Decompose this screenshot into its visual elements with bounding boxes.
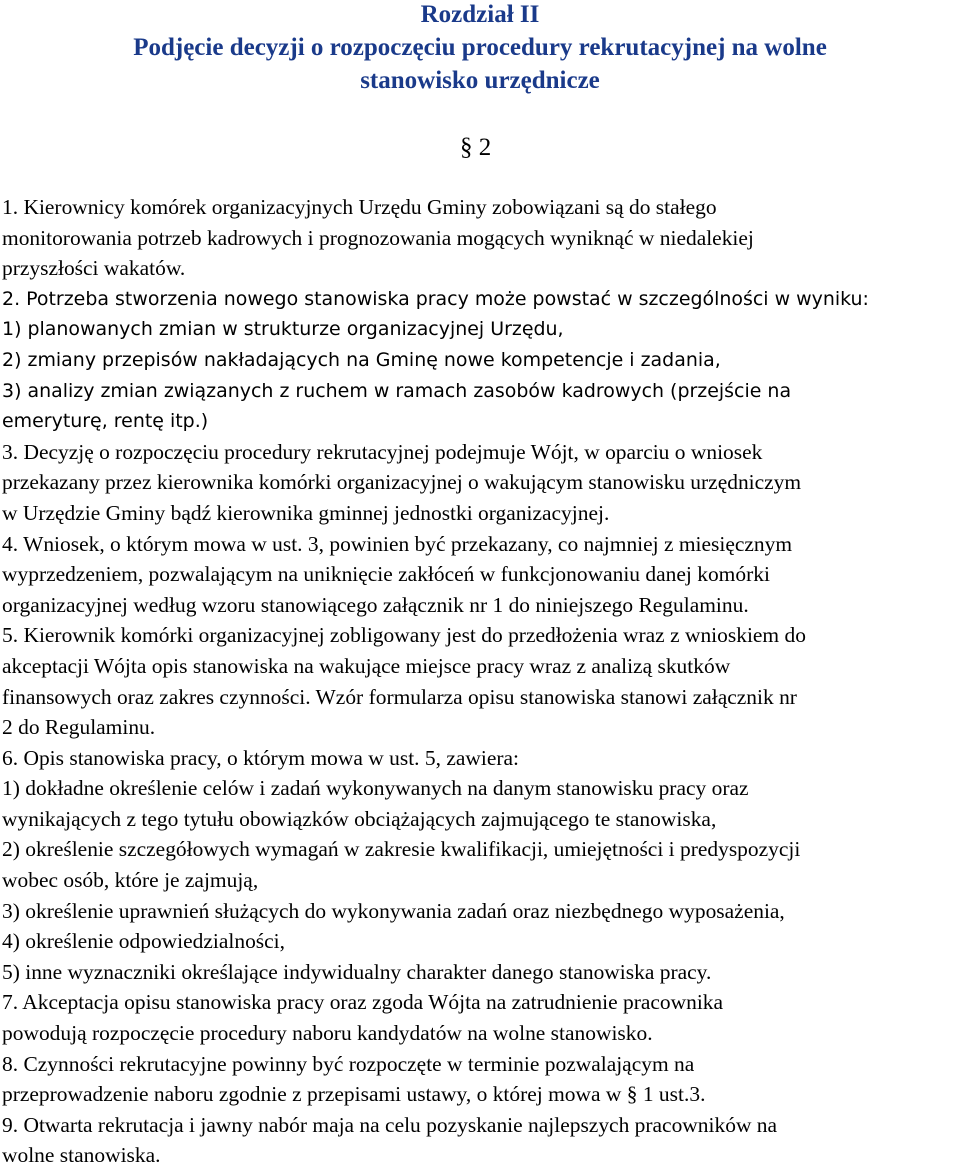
section-marker: § 2 [460, 134, 492, 161]
chapter-title-line-1: Podjęcie decyzji o rozpoczęciu procedury rekrutacyjnej na wolne [133, 34, 827, 61]
text-line: 1) planowanych zmian w strukturze organizacyjnej Urzędu, [2, 318, 564, 341]
text-line: przekazany przez kierownika komórki organizacyjnej o wakującym stanowisku urzędniczym [2, 470, 802, 495]
text-line: 9. Otwarta rekrutacja i jawny nabór maja na celu pozyskanie najlepszych pracowników na [2, 1112, 778, 1137]
text-line: 8. Czynności rekrutacyjne powinny być rozpoczęte w terminie pozwalającym na [2, 1051, 695, 1076]
text-line: 1. Kierownicy komórek organizacyjnych Urzędu Gminy zobowiązani są do stałego [2, 195, 717, 219]
text-line: 4) określenie odpowiedzialności, [2, 929, 286, 954]
text-line: finansowych oraz zakres czynności. Wzór formularza opisu stanowiska stanowi załącznik nr [2, 684, 797, 709]
text-line: emeryturę, rentę itp.) [2, 410, 209, 433]
text-line: wyprzedzeniem, pozwalającym na uniknięcie zakłóceń w funkcjonowaniu danej komórki [2, 562, 770, 587]
text-line: 5) inne wyznaczniki określające indywidualny charakter danego stanowiska pracy. [2, 959, 712, 984]
document-body [2, 192, 960, 1171]
text-line: 3. Decyzję o rozpoczęciu procedury rekrutacyjnej podejmuje Wójt, w oparciu o wniosek [2, 439, 763, 464]
text-line: wobec osób, które je zajmują, [2, 868, 259, 893]
text-line: wynikających z tego tytułu obowiązków obciążających zajmującego te stanowiska, [2, 806, 717, 831]
chapter-title-line-2: stanowisko urzędnicze [360, 67, 600, 94]
text-line: 3) analizy zmian związanych z ruchem w ramach zasobów kadrowych (przejście na [2, 379, 792, 402]
text-line: 6. Opis stanowiska pracy, o którym mowa w ust. 5, zawiera: [2, 745, 520, 770]
text-line: wolne stanowiska. [2, 1143, 161, 1168]
text-line: powodują rozpoczęcie procedury naboru kandydatów na wolne stanowisko. [2, 1021, 653, 1046]
text-line: 7. Akceptacja opisu stanowiska pracy oraz zgoda Wójta na zatrudnienie pracownika [2, 990, 724, 1015]
text-line: 2) zmiany przepisów nakładających na Gminę nowe kompetencje i zadania, [2, 348, 721, 371]
text-line: przyszłości wakatów. [2, 256, 186, 281]
text-line: 5. Kierownik komórki organizacyjnej zobligowany jest do przedłożenia wraz z wnioskiem do [2, 623, 806, 648]
text-line: 2 do Regulaminu. [2, 715, 156, 740]
chapter-heading: Rozdział II [420, 1, 540, 28]
text-line: w Urzędzie Gminy bądź kierownika gminnej jednostki organizacyjnej. [2, 500, 610, 525]
text-line: akceptacji Wójta opis stanowiska na wakujące miejsce pracy wraz z analizą skutków [2, 653, 731, 678]
text-line: organizacyjnej według wzoru stanowiącego załącznik nr 1 do niniejszego Regulaminu. [2, 592, 749, 617]
text-line: 2) określenie szczegółowych wymagań w zakresie kwalifikacji, umiejętności i predyspozycji [2, 837, 801, 862]
text-line: monitorowania potrzeb kadrowych i prognozowania mogących wyniknąć w niedalekiej [2, 225, 754, 250]
text-line: przeprowadzenie naboru zgodnie z przepisami ustawy, o której mowa w § 1 ust.3. [2, 1082, 706, 1107]
text-line: 1) dokładne określenie celów i zadań wykonywanych na danym stanowisku pracy oraz [2, 776, 749, 801]
text-line: 3) określenie uprawnień służących do wykonywania zadań oraz niezbędnego wyposażenia, [2, 898, 785, 923]
text-line: 4. Wniosek, o którym mowa w ust. 3, powinien być przekazany, co najmniej z miesięcznym [2, 531, 793, 556]
text-line: 2. Potrzeba stworzenia nowego stanowiska pracy może powstać w szczególności w wyniku: [2, 287, 869, 310]
